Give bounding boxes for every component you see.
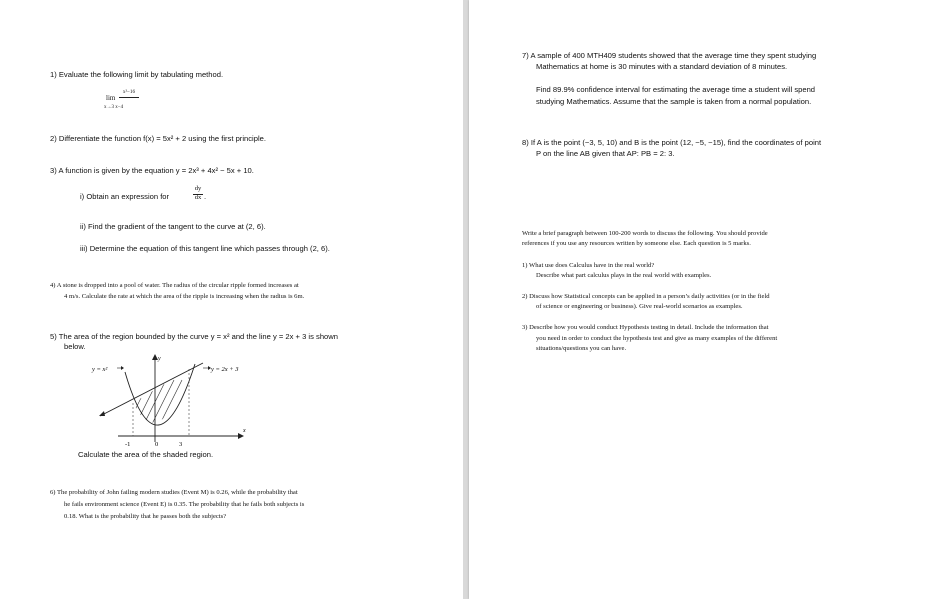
q3-text: 3) A function is given by the equation y = 2x³ + 4x² − 5x + 10. — [50, 166, 254, 175]
tangent-line — [100, 363, 203, 416]
q1-numerator: x²−16 — [122, 89, 136, 95]
q3-i-text: i) Obtain an expression for — [80, 192, 170, 201]
line-label: y = 2x + 3 — [211, 366, 239, 373]
q4-line1: 4) A stone is dropped into a pool of water. The radius of the circular ripple formed increases at — [50, 282, 299, 289]
tick-3: 3 — [179, 441, 183, 448]
essay3-line3: situations/questions you can have. — [536, 345, 627, 352]
q1-text: 1) Evaluate the following limit by tabulating method. — [50, 70, 224, 79]
q1-lim: lim — [106, 94, 116, 102]
intro-line1: Write a brief paragraph between 100-200 words to discuss the following. You should provide — [522, 230, 768, 237]
q4-line2: 4 m/s. Calculate the rate at which the area of the ripple is increasing when the radius is 6m. — [64, 293, 305, 300]
q5-line2: below. — [64, 342, 86, 351]
q8-line1: 8) If A is the point (−3, 5, 10) and B is the point (12, −5, −15), find the coordinates of point — [522, 138, 822, 147]
q6-line3: 0.18. What is the probability that he passes both the subjects? — [64, 513, 227, 520]
parabola-curve — [125, 364, 195, 425]
line-arrow-icon — [99, 411, 105, 416]
q5-caption: Calculate the area of the shaded region. — [78, 450, 214, 459]
essay3-line2: you need in order to conduct the hypothesis test and give as many examples of the different — [536, 335, 778, 342]
q1-lim-sub: x→3 x−4 — [104, 105, 124, 110]
tick-0: 0 — [155, 441, 159, 448]
q3-ii-text: ii) Find the gradient of the tangent to the curve at (2, 6). — [80, 222, 266, 231]
q6-line2: he fails environment science (Event E) is 0.35. The probability that he fails both subjects is — [64, 501, 305, 508]
essay2-line2: of science or engineering or business). Give real-world scenarios as examples. — [536, 303, 743, 310]
essay3-line1: 3) Describe how you would conduct Hypothesis testing in detail. Include the information that — [522, 324, 769, 331]
q5-line1: 5) The area of the region bounded by the curve y = x² and the line y = 2x + 3 is shown — [50, 332, 338, 341]
q3-iii-text: iii) Determine the equation of this tangent line which passes through (2, 6). — [80, 244, 330, 253]
q7-line2: Mathematics at home is 30 minutes with a standard deviation of 8 minutes. — [536, 62, 788, 71]
q3-i-end: . — [204, 192, 207, 201]
curve-pointer-arrow-icon — [121, 366, 124, 370]
x-axis-label: x — [243, 428, 246, 434]
q2-text: 2) Differentiate the function f(x) = 5x² + 2 using the first principle. — [50, 134, 266, 143]
q7-line3: Find 89.9% confidence interval for estimating the average time a student will spend — [536, 85, 816, 94]
left-page — [0, 0, 463, 599]
tick-neg1: -1 — [125, 441, 131, 448]
q7-line4: studying Mathematics. Assume that the sample is taken from a normal population. — [536, 97, 812, 106]
right-page — [469, 0, 934, 599]
essay1-line1: 1) What use does Calculus have in the real world? — [522, 262, 655, 269]
q3-i-denominator: dx — [194, 194, 202, 201]
q3-i-numerator: dy — [194, 185, 202, 192]
curve-label: y = x² — [92, 366, 108, 373]
q6-line1: 6) The probability of John failing modern studies (Event M) is 0.26, while the probability that — [50, 489, 298, 496]
y-axis-label: y — [158, 356, 161, 362]
q7-line1: 7) A sample of 400 MTH409 students showed that the average time they spent studying — [522, 51, 817, 60]
essay1-line2: Describe what part calculus plays in the real world with examples. — [536, 272, 712, 279]
intro-line2: references if you use any resources written by someone else. Each question is 5 marks. — [522, 240, 751, 247]
q8-line2: P on the line AB given that AP: PB = 2: 3. — [536, 149, 675, 158]
shaded-region — [120, 368, 214, 440]
essay2-line1: 2) Discuss how Statistical concepts can be applied in a person’s daily activities (or in the field — [522, 293, 770, 300]
